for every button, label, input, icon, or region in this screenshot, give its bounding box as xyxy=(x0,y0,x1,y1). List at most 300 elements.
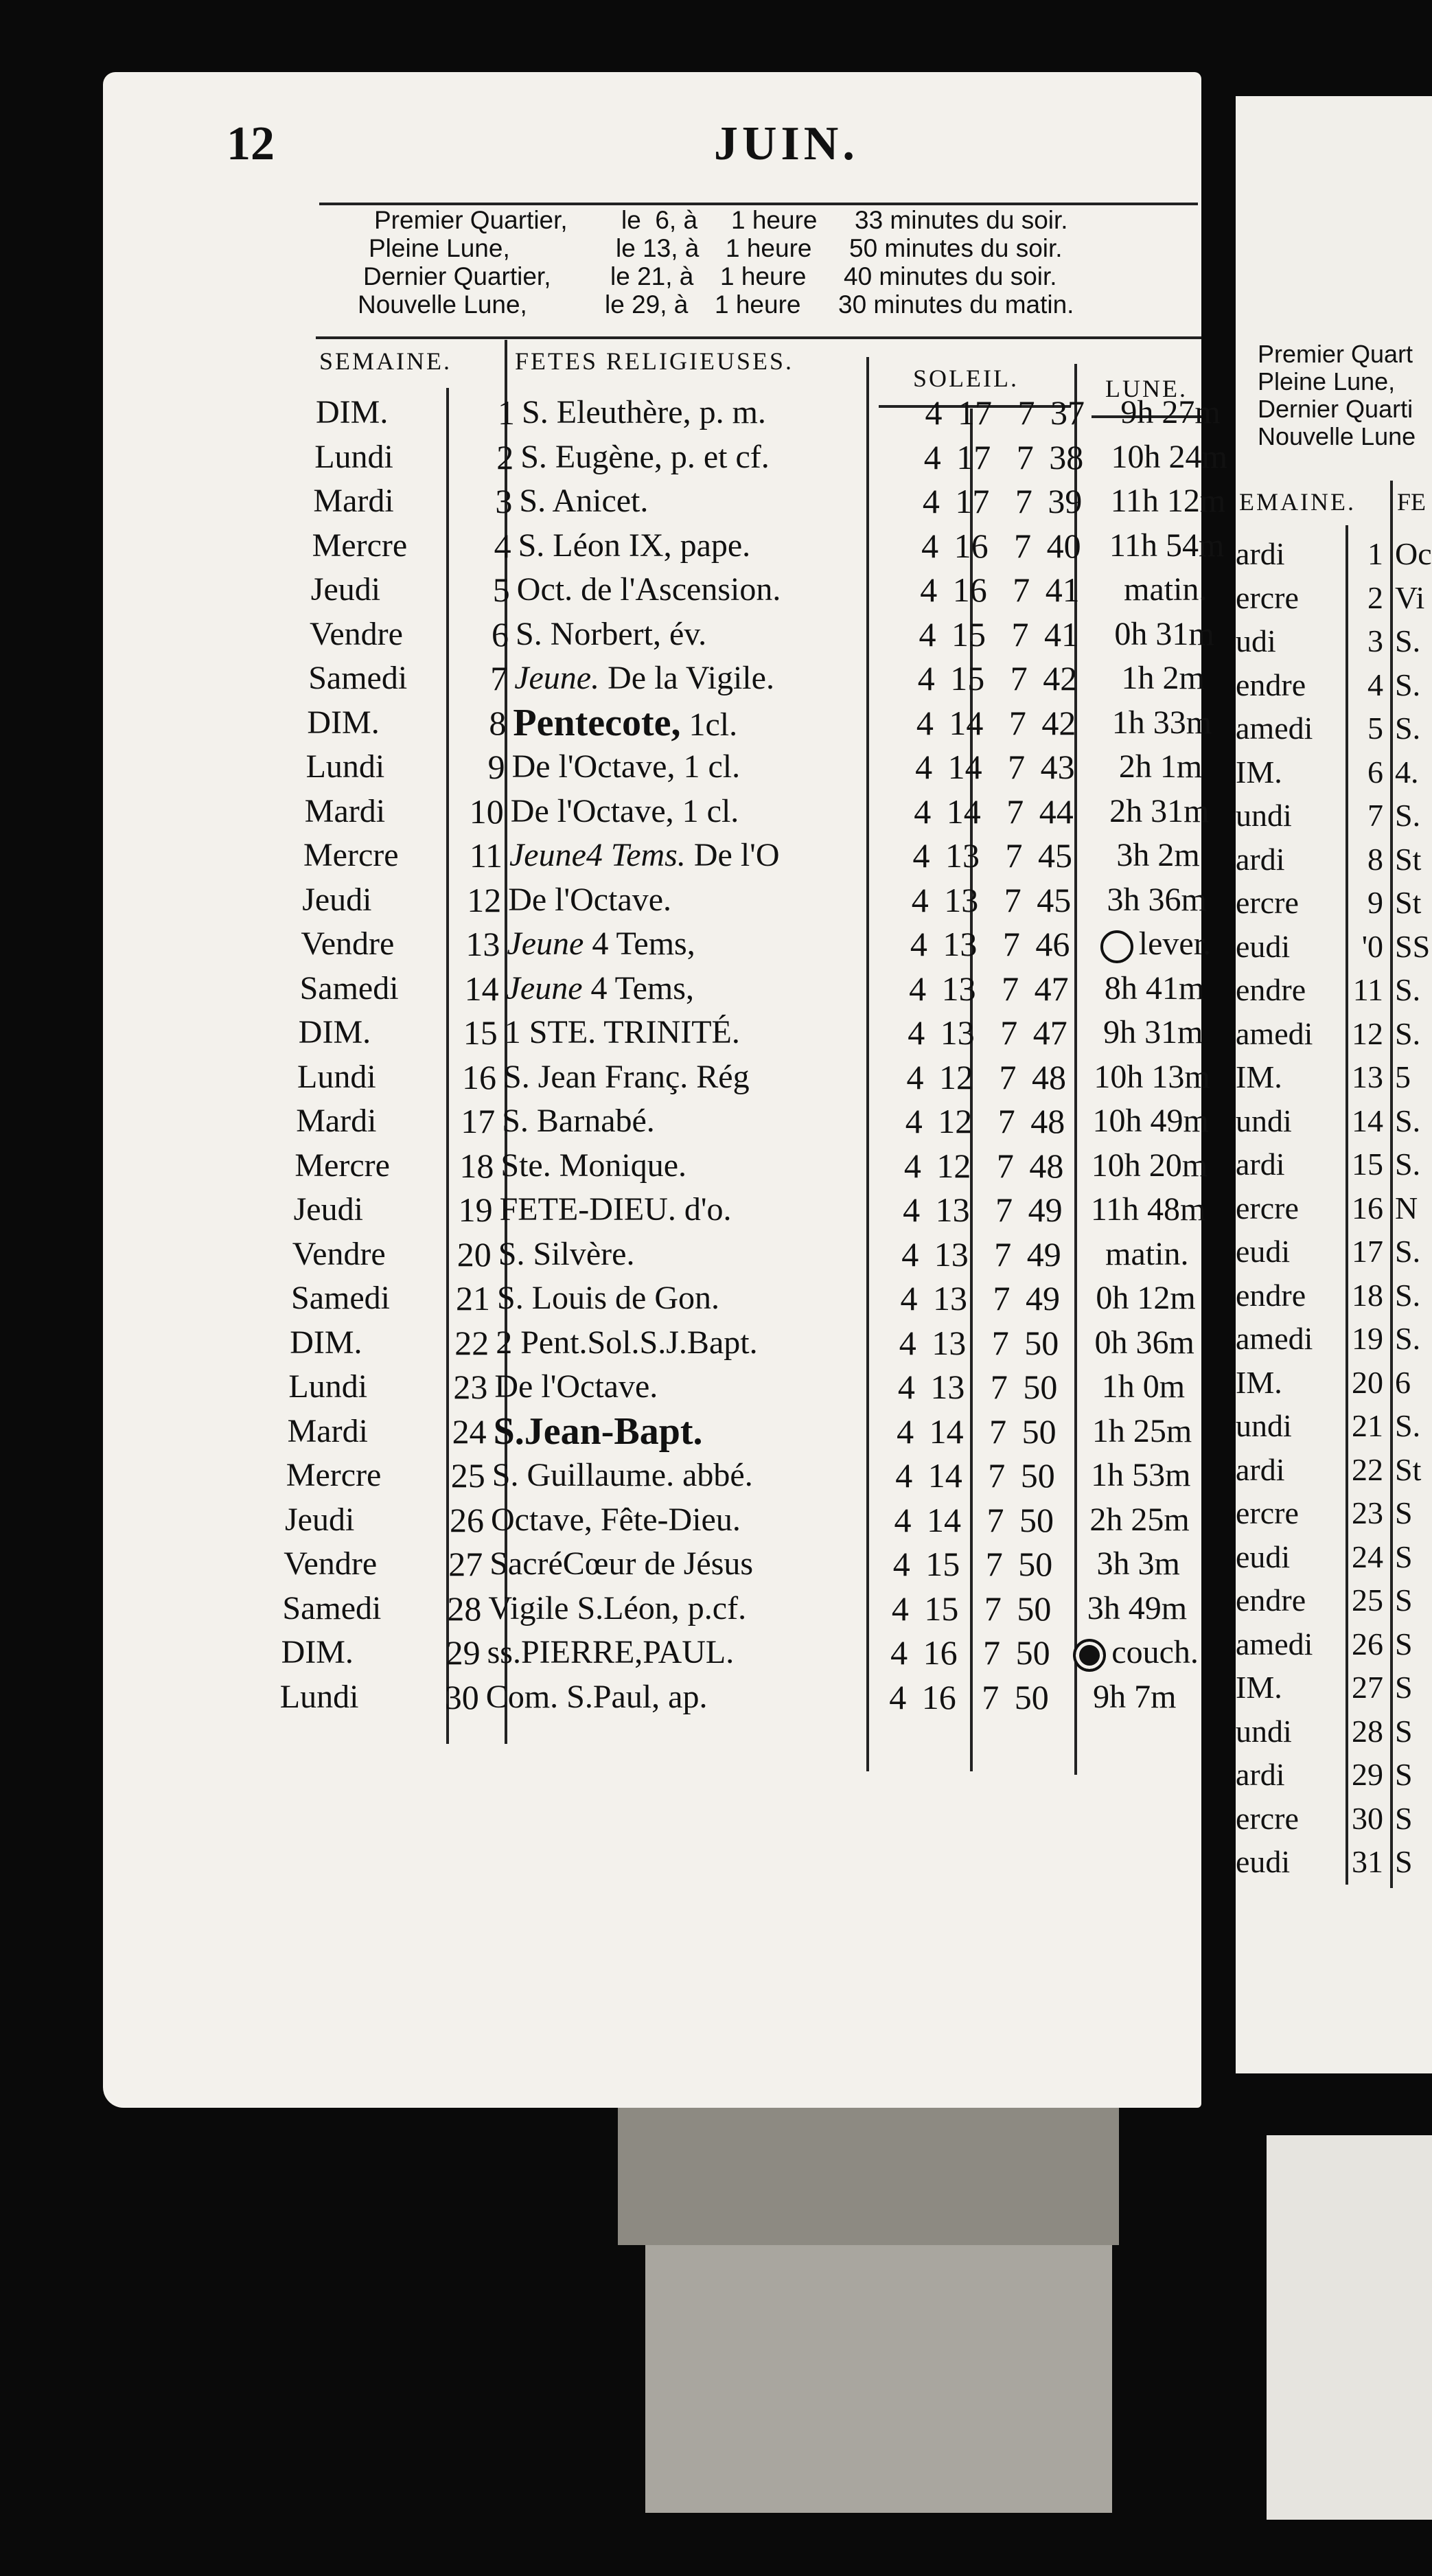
facing-row xyxy=(1236,1230,1432,1274)
facing-day-number: 12 xyxy=(1352,1015,1383,1051)
sunrise-minute: 16 xyxy=(923,1633,958,1672)
sunrise-minute: 13 xyxy=(945,836,980,875)
sunset-hour: 7 xyxy=(1008,703,1026,742)
moon-time-text: 9h 31m xyxy=(1103,1014,1203,1050)
facing-weekday: undi xyxy=(1236,1713,1292,1749)
feast-cell xyxy=(487,1631,862,1674)
feast-italic: Jeune xyxy=(507,925,584,962)
sunrise-hour: 4 xyxy=(915,748,933,786)
facing-day-number: 15 xyxy=(1352,1147,1383,1182)
sunset-minute: 49 xyxy=(1026,1234,1061,1274)
moon-time-text: 11h 54m xyxy=(1109,527,1225,564)
col-header-moon: LUNE. xyxy=(1105,375,1188,402)
moon-phase-line xyxy=(374,206,1068,234)
sunrise-hour: 4 xyxy=(921,526,939,565)
weekday: Jeudi xyxy=(285,1501,355,1538)
header-rule xyxy=(319,203,1198,205)
book-edge xyxy=(618,2108,1119,2245)
facing-feast: S xyxy=(1395,1626,1413,1661)
feast-cell xyxy=(511,790,885,833)
sunrise-hour: 4 xyxy=(919,614,936,654)
facing-day-number: 8 xyxy=(1367,841,1383,877)
facing-weekday: ardi xyxy=(1236,1757,1285,1792)
feast-cell xyxy=(492,1454,866,1497)
weekday: Jeudi xyxy=(302,881,372,918)
calendar-row xyxy=(290,1322,1194,1364)
moon-time-text: lever. xyxy=(1138,925,1212,962)
feast-cell xyxy=(502,1100,876,1142)
day-number: 12 xyxy=(467,880,502,919)
moon-time xyxy=(1074,1410,1211,1453)
feast-cell xyxy=(513,702,887,746)
sunrise-minute: 17 xyxy=(955,482,990,520)
sunset-minute: 48 xyxy=(1030,1102,1065,1140)
moon-phase-hour: 1 heure xyxy=(731,206,818,234)
weekday: Lundi xyxy=(279,1678,359,1715)
facing-weekday: ercre xyxy=(1236,1190,1299,1226)
facing-row xyxy=(1236,1142,1432,1186)
sunset-hour: 7 xyxy=(1002,969,1019,1008)
sunrise-minute: 16 xyxy=(954,526,989,565)
calendar-row xyxy=(302,879,1207,921)
sunset-hour: 7 xyxy=(988,1456,1006,1495)
feast-text: 4 Tems, xyxy=(584,925,695,962)
feast-text: De l'O xyxy=(685,837,780,873)
feast-text: S. Silvère. xyxy=(498,1235,635,1272)
new-moon-icon xyxy=(1073,1639,1106,1672)
calendar-row xyxy=(293,1188,1206,1231)
feast-bold: S.Jean-Bapt. xyxy=(493,1410,703,1453)
sunrise-hour: 4 xyxy=(899,1323,916,1362)
moon-time-text: 3h 36m xyxy=(1107,881,1207,918)
weekday: Lundi xyxy=(288,1368,368,1405)
calendar-row xyxy=(279,1676,1177,1718)
sunrise-hour: 4 xyxy=(909,969,927,1008)
moon-time xyxy=(1068,1587,1205,1630)
calendar-row xyxy=(301,923,1212,965)
facing-day-number: 30 xyxy=(1352,1800,1383,1836)
sunrise-minute: 13 xyxy=(934,1234,969,1274)
sunset-hour: 7 xyxy=(985,1545,1003,1583)
sunrise-minute: 16 xyxy=(952,571,987,609)
calendar-row xyxy=(282,1587,1188,1630)
sunrise-hour: 4 xyxy=(911,880,929,919)
feast-cell xyxy=(517,568,891,611)
sunrise-minute: 12 xyxy=(939,1057,973,1096)
facing-weekday: eudi xyxy=(1236,928,1291,964)
facing-day-number: 26 xyxy=(1352,1626,1383,1661)
sunset-hour: 7 xyxy=(982,1677,1000,1716)
day-number: 27 xyxy=(448,1545,483,1583)
moon-time-text: 3h 49m xyxy=(1087,1589,1188,1626)
sunrise-minute: 14 xyxy=(946,792,981,831)
moon-phase-detail: 50 minutes du soir. xyxy=(849,234,1063,262)
sunrise-minute: 16 xyxy=(921,1677,956,1716)
feast-text: S. Eleuthère, p. m. xyxy=(522,394,766,430)
weekday: Vendre xyxy=(310,615,403,652)
facing-phase-line: Dernier Quarti xyxy=(1258,395,1413,423)
sunset-minute: 49 xyxy=(1028,1191,1063,1229)
moon-time-text: 1h 25m xyxy=(1092,1412,1192,1449)
facing-day-number: 14 xyxy=(1352,1103,1383,1138)
facing-day-number: 4 xyxy=(1367,667,1383,702)
sunrise-hour: 4 xyxy=(897,1412,914,1451)
sunrise-minute: 14 xyxy=(949,703,984,742)
feast-text: S. Guillaume. abbé. xyxy=(492,1457,753,1493)
facing-feast: S. xyxy=(1395,798,1421,833)
facing-row xyxy=(1236,1186,1432,1230)
moon-time-text: 10h 13m xyxy=(1094,1058,1210,1095)
sunset-minute: 49 xyxy=(1026,1279,1060,1318)
facing-weekday: IM. xyxy=(1236,1059,1282,1094)
facing-feast: St xyxy=(1395,841,1422,877)
weekday: DIM. xyxy=(307,704,380,741)
moon-time-text: 9h 27m xyxy=(1120,394,1221,430)
feast-cell xyxy=(488,1587,862,1630)
sunset-hour: 7 xyxy=(1008,748,1026,786)
feast-cell xyxy=(522,391,896,434)
sunset-hour: 7 xyxy=(999,1057,1017,1096)
day-number: 2 xyxy=(496,437,514,476)
moon-phase-hour: 1 heure xyxy=(715,290,801,319)
sunset-hour: 7 xyxy=(1006,792,1024,831)
facing-day-number: 6 xyxy=(1367,754,1383,790)
day-number: 17 xyxy=(461,1102,496,1140)
facing-feast: 6 xyxy=(1395,1364,1411,1400)
calendar-row xyxy=(287,1410,1192,1453)
moon-time xyxy=(1100,436,1238,479)
calendar-row xyxy=(291,1277,1196,1320)
weekday: Mercre xyxy=(312,527,408,564)
day-number: 10 xyxy=(469,792,504,831)
moon-time xyxy=(1097,568,1234,611)
feast-cell xyxy=(508,879,882,921)
sunset-minute: 45 xyxy=(1038,836,1072,875)
feast-text: S. Norbert, év. xyxy=(516,615,707,652)
weekday: Samedi xyxy=(308,660,408,696)
facing-feast: S. xyxy=(1395,1234,1421,1269)
sunrise-minute: 13 xyxy=(941,969,976,1008)
moon-time xyxy=(1096,613,1233,656)
facing-day-number: 1 xyxy=(1367,536,1383,571)
feast-cell xyxy=(509,834,884,877)
calendar-row xyxy=(312,525,1225,567)
moon-time-text: 11h 48m xyxy=(1090,1191,1206,1228)
moon-time xyxy=(1085,1011,1222,1054)
moon-time xyxy=(1070,1543,1207,1585)
feast-text: 4 Tems, xyxy=(582,969,694,1007)
facing-weekday: endre xyxy=(1236,1583,1306,1618)
moon-time-text: 1h 53m xyxy=(1091,1457,1191,1493)
moon-time xyxy=(1087,923,1224,965)
moon-time-text: 2h 31m xyxy=(1109,792,1210,829)
sunrise-hour: 4 xyxy=(923,437,941,476)
feast-cell xyxy=(518,525,892,567)
feast-text: ss.PIERRE,PAUL. xyxy=(487,1634,735,1670)
day-number: 29 xyxy=(446,1633,481,1672)
sunset-minute: 48 xyxy=(1032,1057,1066,1096)
facing-row xyxy=(1236,1666,1432,1710)
facing-feast: 4. xyxy=(1395,754,1419,790)
calendar-row xyxy=(310,613,1214,656)
weekday: DIM. xyxy=(298,1014,371,1050)
sunrise-minute: 15 xyxy=(924,1589,959,1628)
sunrise-hour: 4 xyxy=(900,1279,918,1318)
moon-time-text: 2h 25m xyxy=(1089,1501,1190,1538)
moon-phase-line xyxy=(363,262,1057,290)
facing-row xyxy=(1236,1753,1432,1797)
weekday: Mardi xyxy=(313,483,394,519)
moon-phase-date: le 29, à xyxy=(605,290,689,319)
facing-weekday: IM. xyxy=(1236,1364,1282,1400)
facing-weekday: undi xyxy=(1236,1103,1292,1138)
sunset-hour: 7 xyxy=(1004,880,1021,919)
feast-cell xyxy=(498,1233,873,1276)
facing-day-number: 21 xyxy=(1352,1408,1383,1443)
facing-row xyxy=(1236,1361,1432,1405)
sunset-hour: 7 xyxy=(1000,1013,1018,1052)
day-number: 4 xyxy=(494,526,511,565)
facing-weekday: endre xyxy=(1236,1277,1306,1313)
sunset-minute: 50 xyxy=(1015,1633,1050,1672)
book-edge-lower xyxy=(645,2245,1112,2513)
moon-time xyxy=(1076,1322,1213,1364)
moon-time-text: 9h 7m xyxy=(1093,1678,1177,1715)
day-number: 30 xyxy=(444,1677,479,1716)
facing-day-number: 19 xyxy=(1352,1321,1383,1356)
calendar-row xyxy=(288,1366,1186,1408)
sunrise-minute: 14 xyxy=(929,1412,964,1451)
facing-weekday: ercre xyxy=(1236,1800,1299,1836)
facing-day-number: 29 xyxy=(1352,1757,1383,1792)
calendar-row xyxy=(284,1543,1180,1585)
day-number: 5 xyxy=(492,571,510,609)
facing-weekday: ardi xyxy=(1236,1451,1285,1487)
weekday: Lundi xyxy=(297,1058,376,1095)
facing-feast: S. xyxy=(1395,1015,1421,1051)
feast-cell xyxy=(491,1499,865,1541)
calendar-row xyxy=(285,1499,1190,1541)
sunrise-hour: 4 xyxy=(889,1677,907,1716)
facing-weekday: undi xyxy=(1236,1408,1292,1443)
weekday: Vendre xyxy=(284,1545,378,1582)
moon-phase-name: Dernier Quartier, xyxy=(363,262,551,290)
moon-time xyxy=(1074,1366,1212,1408)
day-number: 14 xyxy=(464,969,499,1008)
calendar-row xyxy=(297,1056,1210,1099)
sunrise-minute: 13 xyxy=(932,1323,967,1362)
sunrise-minute: 15 xyxy=(950,659,985,698)
full-moon-icon xyxy=(1100,930,1133,963)
facing-row xyxy=(1236,1622,1432,1666)
feast-cell xyxy=(500,1145,875,1187)
sunrise-minute: 13 xyxy=(930,1368,965,1406)
facing-weekday: ercre xyxy=(1236,579,1299,615)
weekday: Mercre xyxy=(286,1457,382,1493)
facing-weekday: ercre xyxy=(1236,885,1299,920)
facing-weekday: IM. xyxy=(1236,754,1282,790)
sunset-minute: 43 xyxy=(1040,748,1075,786)
sunrise-hour: 4 xyxy=(894,1500,912,1539)
sunrise-hour: 4 xyxy=(917,659,935,698)
day-number: 26 xyxy=(450,1500,484,1539)
facing-feast: S. xyxy=(1395,711,1421,746)
sunrise-minute: 15 xyxy=(925,1545,960,1583)
day-number: 6 xyxy=(492,614,509,654)
facing-feast: 5 xyxy=(1395,1059,1411,1094)
facing-weekday: eudi xyxy=(1236,1234,1291,1269)
day-number: 3 xyxy=(495,482,513,520)
feast-cell xyxy=(514,657,888,700)
facing-feast: SS xyxy=(1395,928,1431,964)
facing-week-header: EMAINE. xyxy=(1239,488,1356,516)
facing-feast: S xyxy=(1395,1800,1413,1836)
sunset-minute: 41 xyxy=(1044,614,1078,654)
sunrise-hour: 4 xyxy=(901,1234,919,1274)
calendar-row xyxy=(299,967,1205,1010)
facing-feast: S xyxy=(1395,1495,1413,1530)
feast-text: De la Vigile. xyxy=(599,660,774,696)
facing-feast: S xyxy=(1395,1713,1413,1749)
moon-time xyxy=(1098,525,1236,567)
sunrise-hour: 4 xyxy=(890,1633,908,1672)
facing-row xyxy=(1236,750,1432,794)
day-number: 7 xyxy=(490,659,508,698)
sunrise-hour: 4 xyxy=(916,703,934,742)
facing-feast: S. xyxy=(1395,1103,1421,1138)
sunrise-minute: 12 xyxy=(938,1102,973,1140)
moon-time-text: 0h 31m xyxy=(1114,615,1214,652)
facing-row xyxy=(1236,1840,1432,1884)
sunset-hour: 7 xyxy=(994,1234,1012,1274)
moon-time-text: 10h 20m xyxy=(1091,1147,1208,1184)
calendar-row xyxy=(316,391,1221,434)
sunrise-minute: 14 xyxy=(947,748,982,786)
sunset-hour: 7 xyxy=(997,1102,1015,1140)
feast-text: S. Barnabé. xyxy=(502,1103,655,1139)
day-number: 11 xyxy=(469,836,503,875)
moon-phase-hour: 1 heure xyxy=(726,234,812,262)
feast-cell xyxy=(497,1277,871,1320)
calendar-row xyxy=(310,568,1208,611)
sunrise-minute: 15 xyxy=(951,614,986,654)
feast-cell xyxy=(519,480,893,522)
moon-time-text: 1h 0m xyxy=(1101,1368,1186,1405)
sunset-hour: 7 xyxy=(1013,571,1030,609)
weekday: DIM. xyxy=(281,1634,354,1670)
sunset-hour: 7 xyxy=(983,1633,1001,1672)
moon-time-text: 11h 12m xyxy=(1110,483,1226,519)
day-number: 28 xyxy=(447,1589,482,1628)
moon-phase-date: le 13, à xyxy=(616,234,700,262)
weekday: Samedi xyxy=(291,1280,390,1316)
feast-text: Oct. de l'Ascension. xyxy=(516,571,781,608)
moon-phase-line xyxy=(358,290,1074,319)
sunrise-hour: 4 xyxy=(922,482,940,520)
moon-time xyxy=(1067,1631,1205,1674)
sunrise-hour: 4 xyxy=(914,792,932,831)
sunrise-hour: 4 xyxy=(895,1456,913,1495)
moon-phase-date: le 21, à xyxy=(610,262,694,290)
calendar-row xyxy=(305,746,1203,788)
sunset-hour: 7 xyxy=(986,1500,1004,1539)
weekday: Mercre xyxy=(295,1147,390,1184)
facing-phase-line: Premier Quart xyxy=(1258,340,1413,368)
col-header-sun: SOLEIL. xyxy=(913,365,1019,392)
sunset-hour: 7 xyxy=(1016,437,1034,476)
sunset-hour: 7 xyxy=(984,1589,1002,1628)
sunset-hour: 7 xyxy=(991,1323,1009,1362)
weekday: Samedi xyxy=(299,969,399,1007)
day-number: 25 xyxy=(450,1456,485,1495)
sunrise-hour: 4 xyxy=(912,836,930,875)
moon-time-text: 3h 2m xyxy=(1116,837,1200,873)
facing-row xyxy=(1236,532,1432,576)
sunset-hour: 7 xyxy=(993,1279,1011,1318)
sunset-minute: 50 xyxy=(1020,1456,1055,1495)
sunset-minute: 42 xyxy=(1043,659,1078,698)
moon-time-text: 1h 33m xyxy=(1111,704,1212,741)
moon-time xyxy=(1080,1188,1217,1231)
moon-time xyxy=(1078,1233,1216,1276)
sunrise-hour: 4 xyxy=(897,1368,915,1406)
weekday: Lundi xyxy=(314,438,393,475)
day-number: 15 xyxy=(463,1013,498,1052)
sunset-minute: 50 xyxy=(1018,1545,1053,1583)
sunset-minute: 46 xyxy=(1035,925,1070,963)
facing-row xyxy=(1236,663,1432,707)
day-number: 23 xyxy=(453,1368,488,1406)
moon-time xyxy=(1071,1499,1208,1541)
calendar-row xyxy=(307,701,1212,744)
facing-row xyxy=(1236,794,1432,838)
sunset-minute: 45 xyxy=(1037,880,1072,919)
sunset-minute: 40 xyxy=(1046,526,1081,565)
facing-row xyxy=(1236,925,1432,969)
feast-cell xyxy=(494,1410,868,1455)
moon-time xyxy=(1094,657,1232,700)
sunrise-minute: 17 xyxy=(956,437,991,476)
feast-cell xyxy=(520,436,894,479)
feast-text: Octave, Fête-Dieu. xyxy=(491,1501,741,1538)
facing-row xyxy=(1236,838,1432,882)
feast-cell xyxy=(512,746,886,788)
moon-time xyxy=(1082,1100,1219,1142)
facing-row xyxy=(1236,1012,1432,1056)
weekday: Samedi xyxy=(282,1589,382,1626)
facing-day-number: 20 xyxy=(1352,1364,1383,1400)
facing-weekday: amedi xyxy=(1236,1626,1313,1661)
day-number: 16 xyxy=(462,1057,496,1096)
moon-time xyxy=(1081,1145,1218,1187)
moon-time xyxy=(1091,790,1228,833)
sunset-minute: 39 xyxy=(1048,482,1083,520)
facing-day-number: 13 xyxy=(1352,1059,1383,1094)
facing-day-number: 2 xyxy=(1367,579,1383,615)
facing-row xyxy=(1236,576,1432,620)
feast-text: S. Louis de Gon. xyxy=(497,1280,719,1316)
moon-time xyxy=(1083,1056,1221,1099)
sunset-minute: 41 xyxy=(1045,571,1080,609)
facing-row xyxy=(1236,1710,1432,1753)
sunrise-minute: 13 xyxy=(933,1279,967,1318)
moon-time xyxy=(1089,834,1227,877)
facing-weekday: amedi xyxy=(1236,1321,1313,1356)
sunset-hour: 7 xyxy=(1010,659,1028,698)
feast-text: Com. S.Paul, ap. xyxy=(485,1678,708,1715)
moon-phase-line xyxy=(369,234,1063,262)
day-number: 8 xyxy=(489,703,507,742)
